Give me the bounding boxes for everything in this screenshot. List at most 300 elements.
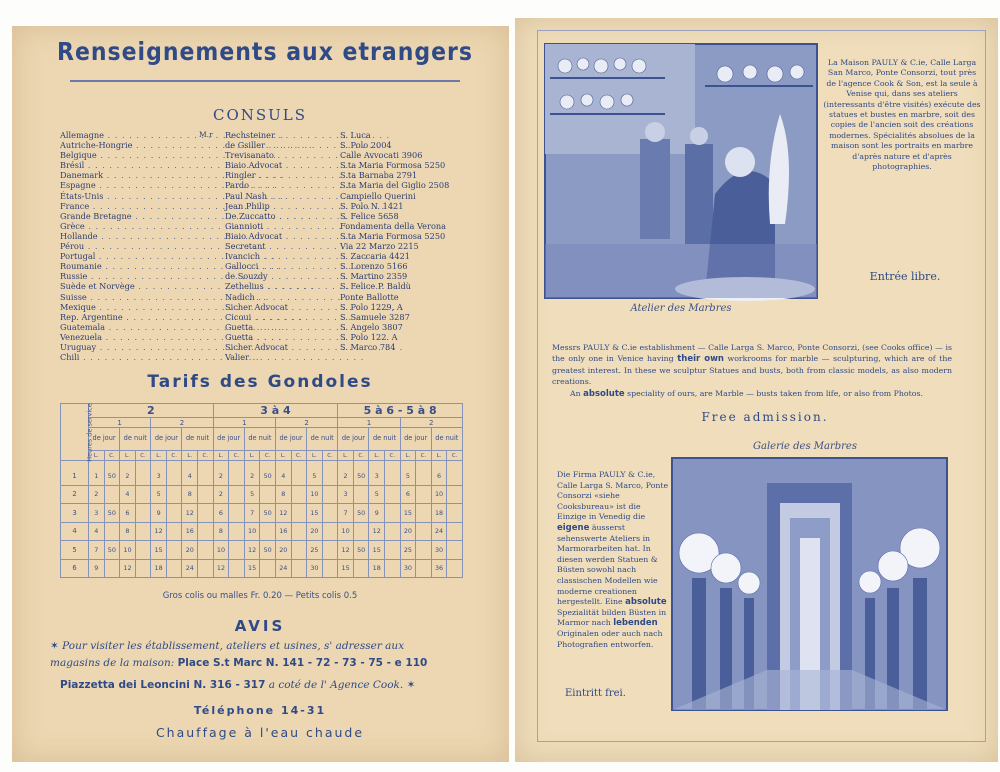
consul-name-column bbox=[225, 130, 337, 362]
tariff-cell: 3 bbox=[151, 461, 167, 486]
tariff-cell bbox=[260, 485, 276, 504]
day-header: de jour bbox=[400, 428, 431, 451]
consul-name: Giannioti . . . bbox=[225, 221, 337, 231]
emphasis: their own bbox=[677, 354, 724, 364]
page-title: Renseignements aux etrangers bbox=[57, 38, 473, 67]
tariff-cell: 20 bbox=[400, 522, 416, 541]
consul-address: Calle Avvocati 3906 bbox=[340, 150, 423, 161]
currency-header: C. bbox=[353, 451, 369, 461]
consul-country: Grande Bretagne . . . bbox=[60, 211, 200, 221]
tariff-cell: 15 bbox=[400, 504, 416, 523]
currency-header: L. bbox=[338, 451, 354, 461]
tariff-cell: 20 bbox=[182, 541, 198, 560]
consul-address: S. Felice P. Baldù bbox=[340, 281, 411, 292]
eintritt-frei: Eintritt frei. bbox=[565, 688, 626, 699]
tariff-cell bbox=[198, 485, 214, 504]
avis-line bbox=[60, 679, 470, 691]
currency-header: L. bbox=[120, 451, 136, 461]
consul-mr: M.r bbox=[199, 130, 213, 139]
consul-country: Grèce . . . bbox=[60, 221, 200, 231]
tariff-cell: 24 bbox=[182, 559, 198, 578]
consul-address: S. Zaccaria 4421 bbox=[340, 251, 410, 262]
hours-subgroup: 2 bbox=[151, 418, 213, 428]
tariff-cell bbox=[447, 461, 463, 486]
consul-country: États-Unis . . . bbox=[60, 191, 200, 201]
consul-address: Ponte Ballotte bbox=[340, 291, 399, 302]
tariff-cell: 2 bbox=[213, 485, 229, 504]
consul-country: Suède et Norvège . . . bbox=[60, 281, 200, 291]
hours-label-text: Heures de service bbox=[85, 402, 94, 462]
workshop-caption: Atelier des Marbres bbox=[630, 303, 732, 314]
tariff-cell: 9 bbox=[151, 504, 167, 523]
german-text: Die Firma PAULY & C.ie, Calle Larga S. Marco, Ponte Consorzi «siehe Cooksbureau» ist die Einzige in Venedig die bbox=[557, 470, 669, 522]
consul-address: S.ta Barnaba 2791 bbox=[340, 170, 418, 181]
consul-address: S. Lorenzo 5166 bbox=[340, 261, 408, 272]
consul-country: Mexique . . . bbox=[60, 302, 200, 312]
currency-header: C. bbox=[135, 451, 151, 461]
currency-header: L. bbox=[369, 451, 385, 461]
day-header: de jour bbox=[338, 428, 369, 451]
tariff-cell: 4 bbox=[89, 522, 105, 541]
tariff-cell bbox=[353, 559, 369, 578]
tariff-cell bbox=[385, 485, 401, 504]
consul-address: S. Polo 122. A bbox=[340, 331, 398, 342]
tariff-currency-row bbox=[61, 451, 463, 461]
currency-header: L. bbox=[275, 451, 291, 461]
consul-country: Chili . . . bbox=[60, 352, 200, 362]
tariff-cell bbox=[447, 485, 463, 504]
tariff-cell: 50 bbox=[260, 461, 276, 486]
night-header: de nuit bbox=[307, 428, 338, 451]
luggage-note: Gros colis ou malles Fr. 0.20 — Petits colis 0.5 bbox=[162, 591, 358, 601]
consul-name: de Gsiller . . . bbox=[225, 140, 337, 150]
tariff-cell: 50 bbox=[104, 504, 120, 523]
consul-name: Zethelius . . . bbox=[225, 281, 337, 291]
tariff-row bbox=[61, 485, 463, 504]
tariff-cell: 8 bbox=[275, 485, 291, 504]
consul-name: Sicher Advocat . . . bbox=[225, 302, 337, 312]
tariff-cell: 16 bbox=[275, 522, 291, 541]
rowers-group: 5 à 6 - 5 à 8 bbox=[338, 404, 463, 418]
tariff-cell: 25 bbox=[307, 541, 323, 560]
tariff-cell bbox=[322, 541, 338, 560]
consul-name: Nadich . . . bbox=[225, 292, 337, 302]
tariff-cell: 12 bbox=[151, 522, 167, 541]
tariff-cell: 10 bbox=[338, 522, 354, 541]
tariff-cell: 50 bbox=[260, 504, 276, 523]
tariff-cell: 50 bbox=[104, 541, 120, 560]
tariff-cell bbox=[135, 522, 151, 541]
tariff-cell: 12 bbox=[369, 522, 385, 541]
tariff-cell bbox=[260, 522, 276, 541]
consul-country: Uruguay . . . bbox=[60, 342, 200, 352]
tariff-cell bbox=[416, 559, 432, 578]
emphasis: absolute bbox=[583, 389, 625, 399]
consul-country: Guatemala . . . bbox=[60, 322, 200, 332]
consul-address-column bbox=[340, 130, 500, 352]
star-icon: ✶ bbox=[406, 679, 416, 691]
english-text: workrooms for marble — sculpturing, which are of the greatest interest. In these we sculptur Statues and busts, both from classic models, as also modern creations. bbox=[552, 354, 952, 386]
tariff-cell: 12 bbox=[338, 541, 354, 560]
consul-country: Hollande . . . bbox=[60, 231, 200, 241]
tariff-row bbox=[61, 504, 463, 523]
tariff-cell bbox=[385, 541, 401, 560]
tariff-cell bbox=[322, 522, 338, 541]
tariff-cell bbox=[198, 522, 214, 541]
tariff-cell: 3 bbox=[338, 485, 354, 504]
tariff-cell: 10 bbox=[431, 485, 447, 504]
tariff-cell: 7 bbox=[89, 541, 105, 560]
tariff-cell bbox=[416, 461, 432, 486]
german-text: Spezialität bilden Büsten in Marmor nach bbox=[557, 607, 667, 628]
consul-address: S. Polo 2004 bbox=[340, 140, 392, 151]
tariff-cell: 15 bbox=[307, 504, 323, 523]
german-text: Eine bbox=[604, 597, 623, 607]
tariff-cell bbox=[322, 461, 338, 486]
tariff-cell bbox=[416, 485, 432, 504]
tariff-hour: 1 bbox=[61, 461, 89, 486]
tariff-cell bbox=[447, 559, 463, 578]
day-header: de jour bbox=[275, 428, 306, 451]
tariff-daynight-row bbox=[61, 428, 463, 451]
consul-country: Rep. Argentine . . . bbox=[60, 312, 200, 322]
tariff-cell: 12 bbox=[182, 504, 198, 523]
consul-country: Russie . . . bbox=[60, 271, 200, 281]
telephone: Téléphone 14-31 bbox=[193, 704, 327, 717]
title-divider bbox=[70, 80, 460, 82]
currency-header: L. bbox=[400, 451, 416, 461]
day-header: de jour bbox=[213, 428, 244, 451]
consul-address: Fondamenta della Verona bbox=[340, 220, 447, 231]
tariff-cell: 2 bbox=[244, 461, 260, 486]
tariff-cell: 8 bbox=[213, 522, 229, 541]
tariff-cell: 50 bbox=[104, 461, 120, 486]
tariff-cell: 24 bbox=[431, 522, 447, 541]
tariff-cell: 50 bbox=[260, 541, 276, 560]
tariff-cell: 7 bbox=[244, 504, 260, 523]
tariff-cell: 5 bbox=[151, 485, 167, 504]
tariff-cell bbox=[260, 559, 276, 578]
tariff-cell bbox=[385, 522, 401, 541]
currency-header: C. bbox=[291, 451, 307, 461]
tariff-cell: 10 bbox=[213, 541, 229, 560]
tariff-cell: 4 bbox=[120, 485, 136, 504]
tariff-cell bbox=[135, 485, 151, 504]
currency-header: L. bbox=[151, 451, 167, 461]
tariff-group-row bbox=[61, 404, 463, 418]
tariff-cell bbox=[385, 461, 401, 486]
currency-header: C. bbox=[104, 451, 120, 461]
tariff-cell: 7 bbox=[338, 504, 354, 523]
tariff-cell bbox=[291, 485, 307, 504]
tariff-cell bbox=[322, 559, 338, 578]
tariff-cell bbox=[416, 541, 432, 560]
tariff-cell bbox=[166, 461, 182, 486]
night-header: de nuit bbox=[182, 428, 213, 451]
tariff-cell: 2 bbox=[120, 461, 136, 486]
tariff-cell bbox=[229, 461, 245, 486]
tariff-cell bbox=[291, 559, 307, 578]
tariff-cell: 18 bbox=[431, 504, 447, 523]
tariff-hour: 4 bbox=[61, 522, 89, 541]
entree-libre: Entrée libre. bbox=[869, 270, 941, 283]
workshop-illustration bbox=[545, 44, 817, 298]
consul-name: Guetta . . . bbox=[225, 332, 337, 342]
night-header: de nuit bbox=[120, 428, 151, 451]
tariff-cell: 25 bbox=[400, 541, 416, 560]
tariff-cell bbox=[353, 522, 369, 541]
consul-name: Paul Nash . . . bbox=[225, 191, 337, 201]
tariff-cell: 15 bbox=[338, 559, 354, 578]
avis-line bbox=[50, 640, 475, 652]
currency-header: C. bbox=[198, 451, 214, 461]
consul-address: S. Samuele 3287 bbox=[340, 311, 410, 322]
tariff-cell: 50 bbox=[353, 461, 369, 486]
english-description bbox=[552, 342, 952, 387]
currency-header: C. bbox=[166, 451, 182, 461]
hours-subgroup: 2 bbox=[275, 418, 337, 428]
consul-country: Allemagne . . . bbox=[60, 130, 200, 140]
consul-address: S. Martino 2359 bbox=[340, 271, 408, 282]
tariff-cell: 18 bbox=[151, 559, 167, 578]
consul-address: S.ta Maria Formosa 5250 bbox=[340, 160, 446, 171]
tariff-cell bbox=[229, 504, 245, 523]
night-header: de nuit bbox=[431, 428, 462, 451]
emphasis: absolute bbox=[625, 597, 667, 608]
tariff-cell bbox=[229, 541, 245, 560]
currency-header: L. bbox=[244, 451, 260, 461]
consul-address: S. Luca bbox=[340, 130, 371, 140]
tariff-cell: 15 bbox=[151, 541, 167, 560]
tariff-cell: 6 bbox=[213, 504, 229, 523]
hours-subgroup: 1 bbox=[89, 418, 151, 428]
hours-label bbox=[61, 402, 94, 462]
tariff-cell: 5 bbox=[307, 461, 323, 486]
tariff-cell: 16 bbox=[182, 522, 198, 541]
tariff-cell bbox=[166, 541, 182, 560]
tariff-cell: 5 bbox=[369, 485, 385, 504]
tariff-row bbox=[61, 541, 463, 560]
tariff-cell: 4 bbox=[275, 461, 291, 486]
tariff-cell: 15 bbox=[244, 559, 260, 578]
currency-header: C. bbox=[260, 451, 276, 461]
english-text: speciality of ours, are Marble — busts taken from life, or also from Photos. bbox=[627, 389, 923, 398]
consul-country: Belgique . . . bbox=[60, 150, 200, 160]
tariff-cell: 4 bbox=[182, 461, 198, 486]
consul-name: Rechsteiner . . . bbox=[225, 130, 337, 140]
tariff-cell bbox=[229, 522, 245, 541]
gondola-tariff-table bbox=[60, 403, 463, 578]
rowers-group: 3 à 4 bbox=[213, 404, 338, 418]
currency-header: L. bbox=[307, 451, 323, 461]
tariff-cell bbox=[104, 559, 120, 578]
consul-name: Ringler . . . bbox=[225, 170, 337, 180]
tariff-cell bbox=[447, 504, 463, 523]
emphasis: eigene bbox=[557, 522, 590, 533]
tariff-cell: 3 bbox=[369, 461, 385, 486]
consul-address: S. Angelo 3807 bbox=[340, 321, 403, 332]
tariff-cell bbox=[229, 485, 245, 504]
tariff-cell bbox=[104, 485, 120, 504]
tariff-row bbox=[61, 559, 463, 578]
avis-text: a coté de l' Agence Cook. bbox=[268, 679, 404, 691]
tariff-cell: 6 bbox=[120, 504, 136, 523]
night-header: de nuit bbox=[369, 428, 400, 451]
tariff-cell: 12 bbox=[275, 504, 291, 523]
tariff-cell: 30 bbox=[400, 559, 416, 578]
tariff-cell: 10 bbox=[120, 541, 136, 560]
avis-text: magasins de la maison: bbox=[50, 657, 175, 669]
hours-subgroup: 1 bbox=[213, 418, 275, 428]
english-text: An bbox=[570, 389, 581, 398]
free-admission: Free admission. bbox=[701, 410, 829, 424]
tariff-cell: 24 bbox=[275, 559, 291, 578]
tariff-hour: 2 bbox=[61, 485, 89, 504]
tariff-subgroup-row bbox=[61, 418, 463, 428]
tariff-cell: 50 bbox=[353, 504, 369, 523]
star-icon: ✶ bbox=[50, 640, 59, 652]
consul-country-column bbox=[60, 130, 200, 362]
day-header: de jour bbox=[151, 428, 182, 451]
currency-header: L. bbox=[431, 451, 447, 461]
english-text: Messrs PAULY & C.ie establishment — Calle Larga S. Marco, Ponte Consorzi, (see Cooks office) — is the only one in Venice having bbox=[552, 343, 952, 363]
consul-address: S. Polo 1229, A bbox=[340, 301, 403, 312]
tariff-cell: 12 bbox=[213, 559, 229, 578]
avis-heading: AVIS bbox=[234, 617, 286, 635]
shop-address: Piazzetta dei Leoncini N. 316 - 317 bbox=[60, 679, 266, 691]
heating-note: Chauffage à l'eau chaude bbox=[155, 725, 365, 740]
consuls-heading: CONSULS bbox=[212, 106, 308, 124]
tariff-cell: 2 bbox=[89, 485, 105, 504]
tariff-cell bbox=[385, 504, 401, 523]
consul-country: Brésil . . . bbox=[60, 160, 200, 170]
consul-address: S. Felice 5658 bbox=[340, 210, 399, 221]
tariff-cell bbox=[291, 522, 307, 541]
tariff-cell bbox=[198, 461, 214, 486]
tariff-cell bbox=[135, 541, 151, 560]
tariff-cell: 30 bbox=[431, 541, 447, 560]
tariff-cell bbox=[416, 504, 432, 523]
tariff-cell bbox=[229, 559, 245, 578]
tariff-cell: 18 bbox=[369, 559, 385, 578]
tariff-cell bbox=[291, 541, 307, 560]
tariff-cell bbox=[198, 504, 214, 523]
consul-name: Pardo . . . bbox=[225, 180, 337, 190]
consul-name: de Souzdy . . . bbox=[225, 271, 337, 281]
tariff-cell bbox=[416, 522, 432, 541]
currency-header: L. bbox=[182, 451, 198, 461]
gallery-illustration bbox=[672, 458, 947, 710]
german-description bbox=[557, 470, 669, 650]
tariff-cell: 20 bbox=[275, 541, 291, 560]
consul-name: Biaio Advocat . . . bbox=[225, 231, 337, 241]
tariff-cell bbox=[166, 522, 182, 541]
tariff-row bbox=[61, 522, 463, 541]
currency-header: C. bbox=[322, 451, 338, 461]
currency-header: C. bbox=[447, 451, 463, 461]
tariff-cell: 2 bbox=[213, 461, 229, 486]
tariff-cell bbox=[135, 559, 151, 578]
consul-title-column bbox=[199, 130, 221, 140]
german-text: Originalen oder auch nach Photografien entworfen. bbox=[557, 628, 663, 649]
tariff-cell: 3 bbox=[89, 504, 105, 523]
consul-name: Secretant . . . bbox=[225, 241, 337, 251]
consul-country: Espagne . . . bbox=[60, 180, 200, 190]
consul-country: Danemark . . . bbox=[60, 170, 200, 180]
tariff-cell: 1 bbox=[89, 461, 105, 486]
consul-country: Roumanie . . . bbox=[60, 261, 200, 271]
consul-address: S. Polo N. 1421 bbox=[340, 200, 404, 211]
german-text: äusserst sehenswerte Ateliers in Marmorarbeiten hat. In diesen werden Statuen & Büsten sowohl nach classischen Modellen wie moderne creationen hergestellt. bbox=[557, 522, 658, 607]
tariff-cell: 8 bbox=[182, 485, 198, 504]
consul-name: Cicoui . . . bbox=[225, 312, 337, 322]
avis-text: Pour visiter les établissement, ateliers et usines, s' adresser aux bbox=[62, 640, 405, 652]
consul-country: Suisse . . . bbox=[60, 292, 200, 302]
avis-line bbox=[50, 657, 475, 669]
consul-address: S. Marco 784 bbox=[340, 341, 396, 352]
tariff-cell bbox=[135, 504, 151, 523]
tariff-cell bbox=[322, 485, 338, 504]
currency-header: C. bbox=[229, 451, 245, 461]
rowers-group: 2 bbox=[89, 404, 214, 418]
consul-address: S.ta Maria Formosa 5250 bbox=[340, 230, 446, 241]
consul-name: De Zuccatto . . . bbox=[225, 211, 337, 221]
tariff-cell bbox=[291, 461, 307, 486]
tarifs-heading: Tarifs des Gondoles bbox=[147, 372, 373, 392]
consul-name: Valier . . . bbox=[225, 352, 337, 362]
tariff-cell bbox=[198, 559, 214, 578]
consul-country: Pérou . . . bbox=[60, 241, 200, 251]
consul-name: Guetta . . . bbox=[225, 322, 337, 332]
english-specialty bbox=[570, 388, 952, 400]
consul-address: Via 22 Marzo 2215 bbox=[340, 241, 419, 252]
tariff-hour: 3 bbox=[61, 504, 89, 523]
tariff-cell: 12 bbox=[244, 541, 260, 560]
tariff-cell: 9 bbox=[89, 559, 105, 578]
tariff-cell bbox=[166, 559, 182, 578]
consul-address: Campiello Querini bbox=[340, 190, 416, 201]
tariff-cell: 5 bbox=[244, 485, 260, 504]
day-header: de jour bbox=[89, 428, 120, 451]
tariff-cell bbox=[198, 541, 214, 560]
tariff-cell bbox=[385, 559, 401, 578]
tariff-cell: 50 bbox=[353, 541, 369, 560]
tariff-row bbox=[61, 461, 463, 486]
tariff-cell: 15 bbox=[369, 541, 385, 560]
tariff-cell: 9 bbox=[369, 504, 385, 523]
tariff-cell bbox=[353, 485, 369, 504]
hours-subgroup: 1 bbox=[338, 418, 400, 428]
tariff-cell: 2 bbox=[338, 461, 354, 486]
consul-name: Gallocci . . . bbox=[225, 261, 337, 271]
consul-name: Sicher Advocat . . . bbox=[225, 342, 337, 352]
tariff-cell bbox=[447, 541, 463, 560]
consul-address: S.ta Maria del Giglio 2508 bbox=[340, 180, 450, 191]
tariff-cell: 6 bbox=[400, 485, 416, 504]
currency-header: L. bbox=[89, 451, 105, 461]
tariff-cell bbox=[166, 504, 182, 523]
tariff-hour: 5 bbox=[61, 541, 89, 560]
night-header: de nuit bbox=[244, 428, 275, 451]
shop-address: Place S.t Marc N. 141 - 72 - 73 - 75 - e 110 bbox=[177, 657, 428, 669]
emphasis: lebenden bbox=[613, 618, 658, 629]
tariff-cell bbox=[135, 461, 151, 486]
consul-name: Ivancich . . . bbox=[225, 251, 337, 261]
tariff-cell: 36 bbox=[431, 559, 447, 578]
tariff-cell: 30 bbox=[307, 559, 323, 578]
tariff-cell bbox=[166, 485, 182, 504]
hours-subgroup: 2 bbox=[400, 418, 462, 428]
